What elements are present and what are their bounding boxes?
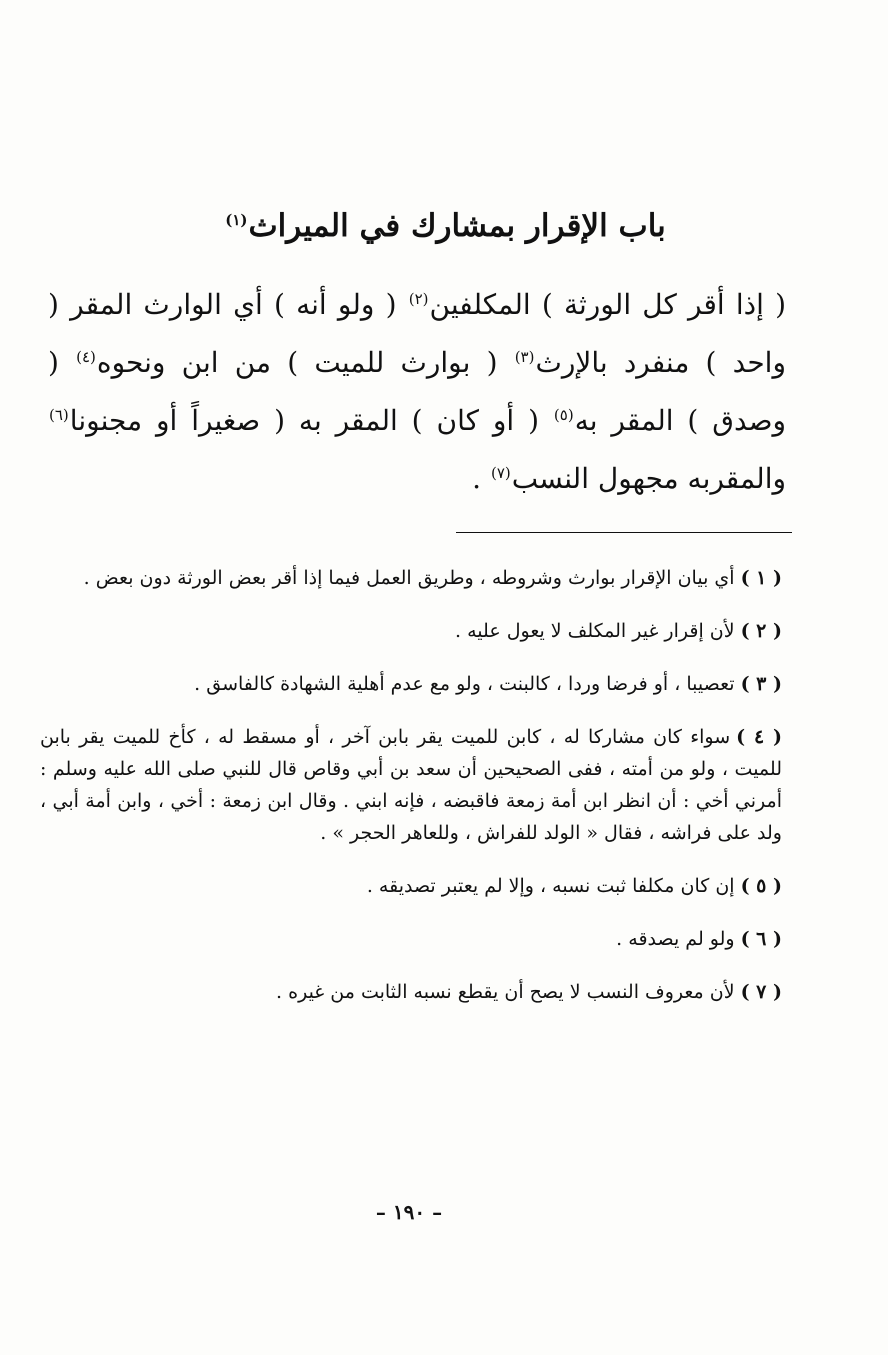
footnote-number: ( ١ ) bbox=[740, 567, 782, 589]
chapter-title-text: باب الإقرار بمشارك في الميراث bbox=[248, 208, 666, 244]
footnote-1 bbox=[40, 562, 782, 594]
footnote-3 bbox=[40, 668, 782, 700]
footnote-text: سواء كان مشاركا له ، كابن للميت يقر بابن آخر ، أو مسقط له ، كأخ للميت يقر بابن للميت ، ولو من أمته ، ففى الصحيحين أن سعد بن أبي وقاص قال للنبي صلى الله عليه وسلم : أمرني أخي : أن انظر ابن أمة زمعة فاقبضه ، فإنه ابني . وقال ابن زمعة : أخي ، وابن أمة أبي ، ولد على فراشه ، فقال « الولد للفراش ، وللعاهر الحجر » . bbox=[40, 726, 782, 844]
main-text-segment-5: ( أو كان ) المقر به ( صغيراً أو مجنونا bbox=[69, 404, 553, 437]
footnote-text: لأن إقرار غير المكلف لا يعول عليه . bbox=[455, 620, 735, 642]
main-text-segment-3: ( بوارث للميت ) من ابن ونحوه bbox=[96, 346, 514, 379]
main-text-segment-2: ( ولو أنه ) أي الوارث المقر ( واحد ) منفرد بالإرث bbox=[48, 288, 786, 379]
chapter-title bbox=[60, 208, 830, 245]
footnote-ref-7: (٧) bbox=[490, 463, 511, 482]
footnote-6 bbox=[40, 923, 782, 955]
footnote-text: ولو لم يصدقه . bbox=[616, 928, 735, 950]
footnote-number: ( ٤ ) bbox=[736, 726, 782, 748]
footnote-text: لأن معروف النسب لا يصح أن يقطع نسبه الثابت من غيره . bbox=[276, 981, 735, 1003]
footnote-5 bbox=[40, 870, 782, 902]
page-number: – ١٩٠ – bbox=[375, 1200, 443, 1224]
footnote-ref-6: (٦) bbox=[49, 405, 69, 424]
footnote-ref-4: (٤) bbox=[76, 347, 96, 366]
footnotes bbox=[40, 562, 782, 1029]
footnote-number: ( ٣ ) bbox=[740, 673, 782, 695]
footnote-number: ( ٧ ) bbox=[740, 981, 782, 1003]
main-text-segment-4: ( وصدق ) المقر به bbox=[48, 346, 786, 437]
footnote-number: ( ٢ ) bbox=[740, 620, 782, 642]
footnote-ref-3: (٣) bbox=[514, 347, 535, 366]
footnote-number: ( ٦ ) bbox=[740, 928, 782, 950]
main-text-segment-7: . bbox=[472, 462, 490, 495]
footnote-ref-5: (٥) bbox=[553, 405, 574, 424]
footnote-7 bbox=[40, 976, 782, 1008]
footnote-text: تعصيبا ، أو فرضا وردا ، كالبنت ، ولو مع عدم أهلية الشهادة كالفاسق . bbox=[194, 673, 735, 695]
footnote-2 bbox=[40, 615, 782, 647]
main-text-segment-1: ( إذا أقر كل الورثة ) المكلفين bbox=[429, 288, 787, 321]
main-text bbox=[48, 276, 786, 508]
footnote-number: ( ٥ ) bbox=[740, 875, 782, 897]
footnote-separator bbox=[456, 532, 792, 533]
main-text-segment-6: والمقربه مجهول النسب bbox=[511, 462, 786, 495]
footnote-text: أي بيان الإقرار بوارث وشروطه ، وطريق العمل فيما إذا أقر بعض الورثة دون بعض . bbox=[83, 567, 735, 589]
footnote-4 bbox=[40, 721, 782, 849]
footnote-ref-1: (١) bbox=[225, 210, 248, 229]
footnote-text: إن كان مكلفا ثبت نسبه ، وإلا لم يعتبر تصديقه . bbox=[366, 875, 735, 897]
footnote-ref-2: (٢) bbox=[408, 289, 429, 308]
